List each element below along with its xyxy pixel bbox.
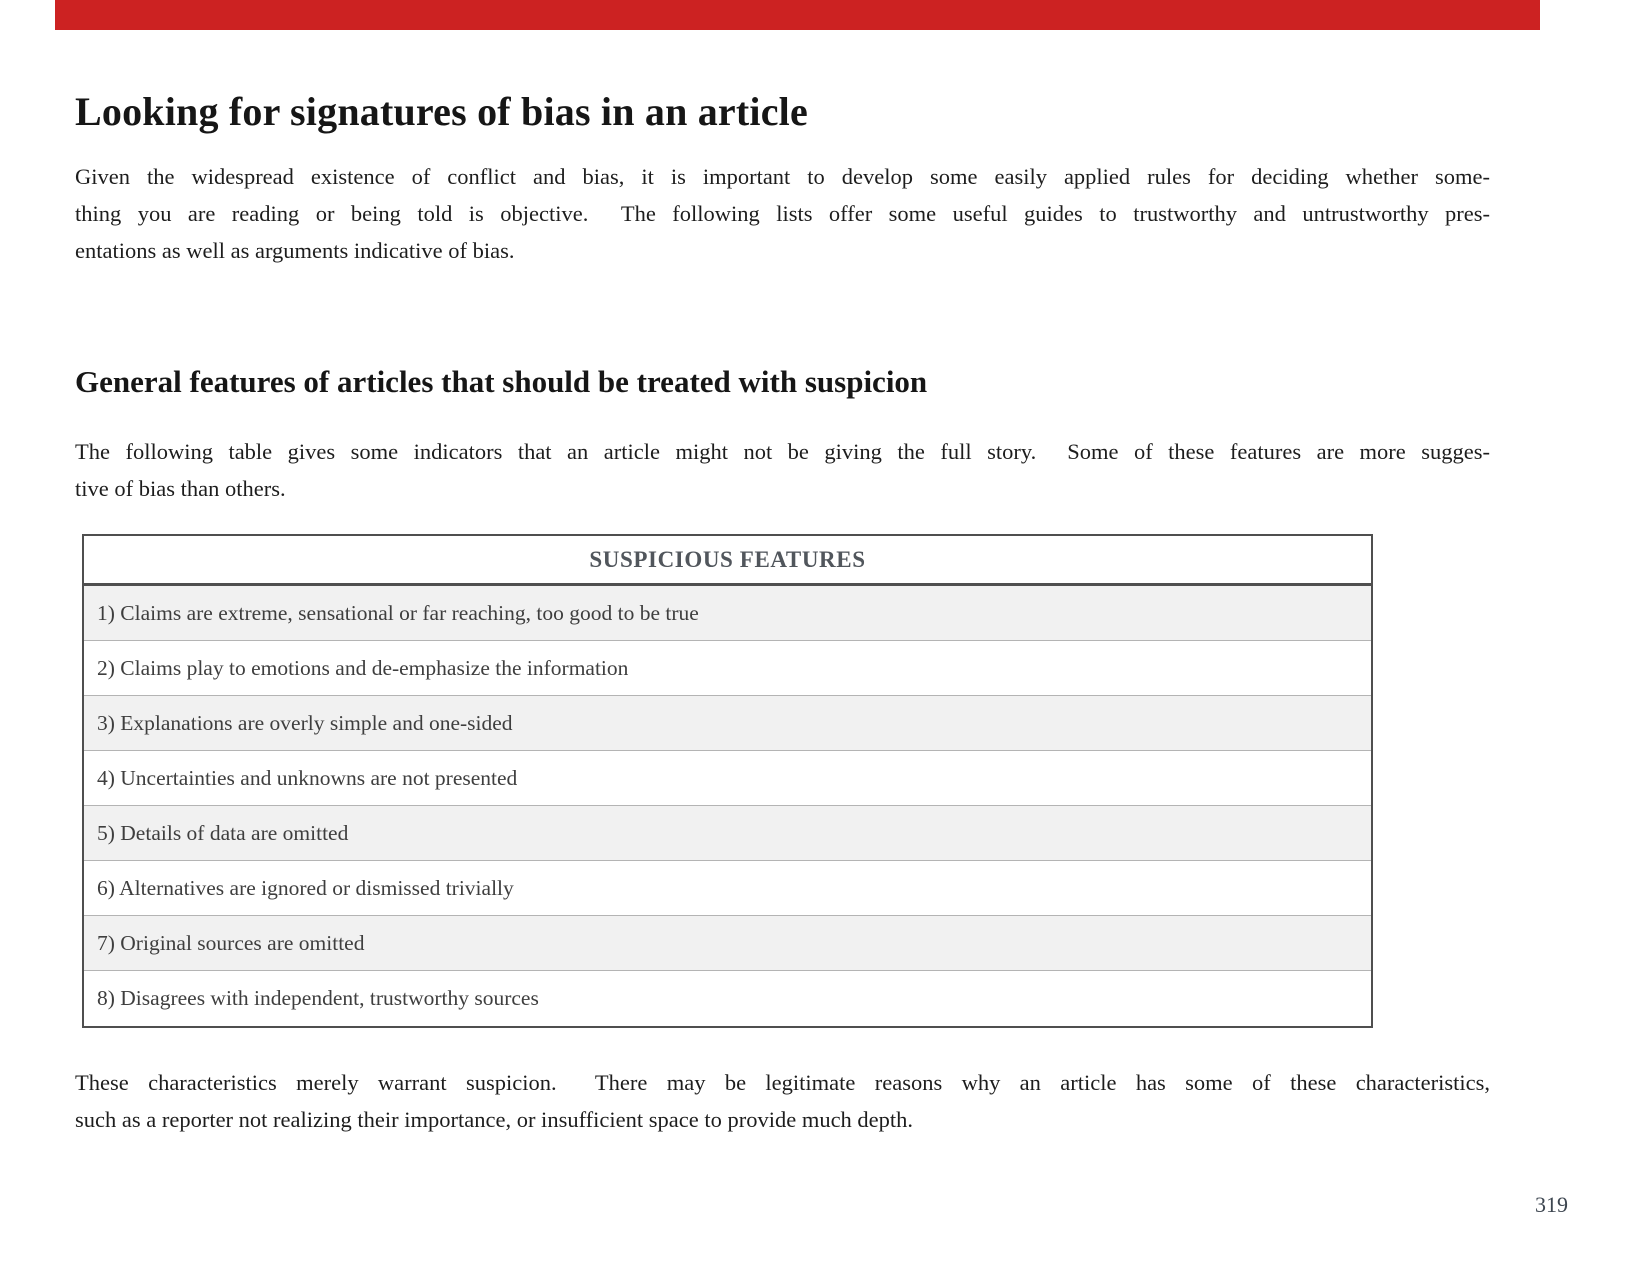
intro-line: Given the widespread existence of conflict and bias, it is important to develop some easily applied rules for deciding whether some-	[75, 164, 1490, 189]
page-number: 319	[1535, 1192, 1568, 1217]
table-row: 1) Claims are extreme, sensational or far reaching, too good to be true	[84, 586, 1371, 641]
section-intro-line: The following table gives some indicators that an article might not be giving the full story. Some of these features are more sugges-	[75, 439, 1490, 465]
page-title: Looking for signatures of bias in an article	[75, 89, 808, 134]
content-column	[0, 88, 1650, 1138]
table-row: 6) Alternatives are ignored or dismissed trivially	[84, 861, 1371, 916]
suspicious-features-table	[82, 534, 1373, 1028]
table-header-row	[84, 536, 1371, 586]
table-row: 8) Disagrees with independent, trustworthy sources	[84, 971, 1371, 1026]
closing-line: These characteristics merely warrant suspicion. There may be legitimate reasons why an article has some of these characteristics,	[75, 1070, 1490, 1096]
section-heading: General features of articles that should be treated with suspicion	[75, 364, 928, 399]
closing-paragraph	[75, 1064, 1490, 1138]
section-intro-paragraph	[75, 433, 1490, 507]
intro-line: entations as well as arguments indicative of bias.	[75, 238, 515, 263]
section-intro-line: tive of bias than others.	[75, 476, 286, 502]
table-row: 2) Claims play to emotions and de-emphasize the information	[84, 641, 1371, 696]
table-body	[84, 586, 1371, 1026]
intro-line: thing you are reading or being told is objective. The following lists offer some useful guides to trustworthy and untrustworthy pres-	[75, 201, 1490, 226]
closing-line: such as a reporter not realizing their importance, or insufficient space to provide much depth.	[75, 1107, 914, 1133]
table-header-label: SUSPICIOUS FEATURES	[589, 546, 866, 572]
table-row: 4) Uncertainties and unknowns are not presented	[84, 751, 1371, 806]
intro-paragraph	[75, 158, 1490, 269]
table-row: 3) Explanations are overly simple and one-sided	[84, 696, 1371, 751]
top-red-bar	[55, 0, 1540, 30]
table-row: 7) Original sources are omitted	[84, 916, 1371, 971]
table-row: 5) Details of data are omitted	[84, 806, 1371, 861]
